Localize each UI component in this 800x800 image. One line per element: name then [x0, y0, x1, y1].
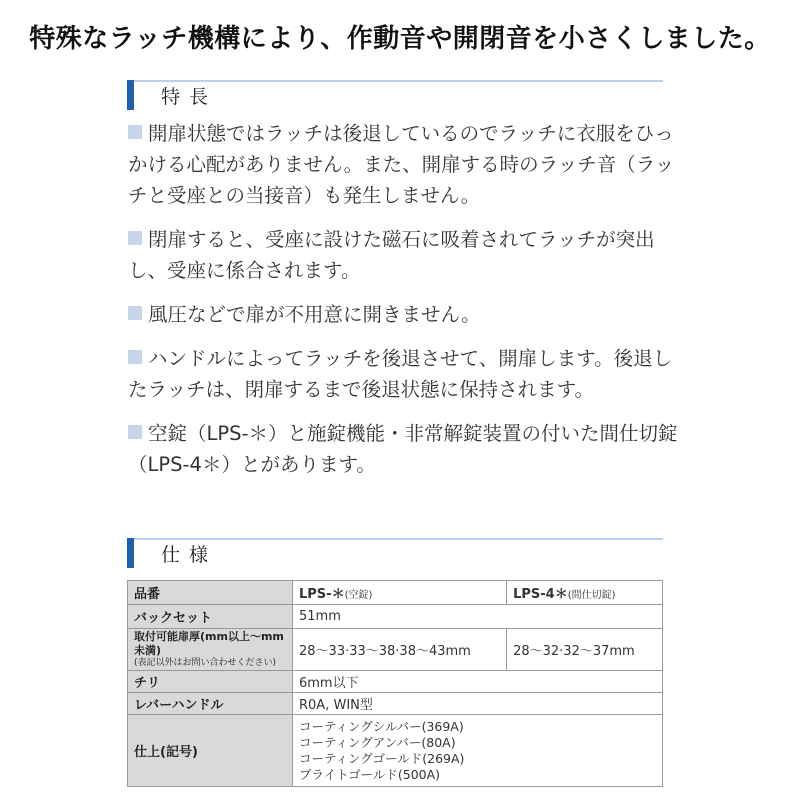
- bullet-square-icon: [128, 231, 142, 245]
- spec-value-finish: コーティングシルバー(369A) コーティングアンバー(80A) コーティングゴールド(269A) ブライトゴールド(500A): [293, 715, 663, 787]
- bullet-square-icon: [128, 425, 142, 439]
- spec-value-chiri: 6mm以下: [293, 671, 663, 693]
- spec-title: 仕様: [161, 544, 218, 566]
- bullet-square-icon: [128, 125, 142, 139]
- spec-table: [127, 580, 663, 787]
- spec-label-finish: 仕上(記号): [128, 715, 293, 787]
- spec-label-backset: バックセット: [128, 605, 293, 629]
- feature-item: 閉扉すると、受座に設けた磁石に吸着されてラッチが突出し、受座に係合されます。: [128, 228, 655, 282]
- features-section-header: [127, 80, 663, 110]
- spec-label-model: 品番: [128, 581, 293, 605]
- spec-value-lever: R0A, WIN型: [293, 693, 663, 715]
- spec-header-col1: LPS-＊(空錠): [293, 581, 507, 605]
- table-row: [128, 671, 663, 693]
- table-row: [128, 715, 663, 787]
- spec-label-thickness: 取付可能扉厚(mm以上～mm未満) (表記以外はお問い合わせください): [128, 629, 293, 671]
- feature-item: ハンドルによってラッチを後退させて、開扉します。後退したラッチは、閉扉するまで後退状態に保持されます。: [128, 347, 673, 401]
- spec-label-chiri: チリ: [128, 671, 293, 693]
- spec-value-backset: 51mm: [293, 605, 663, 629]
- bullet-square-icon: [128, 350, 142, 364]
- feature-item: 風圧などで扉が不用意に開きません。: [128, 299, 688, 330]
- table-row: [128, 581, 663, 605]
- features-list: [128, 118, 688, 493]
- feature-item: 開扉状態ではラッチは後退しているのでラッチに衣服をひっかける心配がありません。また、開扉する時のラッチ音（ラッチと受座との当接音）も発生しません。: [128, 122, 675, 207]
- spec-section-header: [127, 538, 663, 568]
- spec-value-thickness-col1: 28～33·33～38·38～43mm: [293, 629, 507, 671]
- features-title: 特長: [161, 86, 218, 108]
- table-row: [128, 605, 663, 629]
- section-accent-bar: [127, 538, 134, 568]
- spec-value-thickness-col2: 28～32·32～37mm: [507, 629, 663, 671]
- table-row: [128, 629, 663, 671]
- feature-item: 空錠（LPS-＊）と施錠機能・非常解錠装置の付いた間仕切錠（LPS-4＊）とがあります。: [128, 422, 678, 476]
- page-headline: 特殊なラッチ機構により、作動音や開閉音を小さくしました。: [29, 24, 771, 54]
- table-row: [128, 693, 663, 715]
- bullet-square-icon: [128, 306, 142, 320]
- spec-label-lever: レバーハンドル: [128, 693, 293, 715]
- section-accent-bar: [127, 80, 134, 110]
- spec-header-col2: LPS-4＊(間仕切錠): [507, 581, 663, 605]
